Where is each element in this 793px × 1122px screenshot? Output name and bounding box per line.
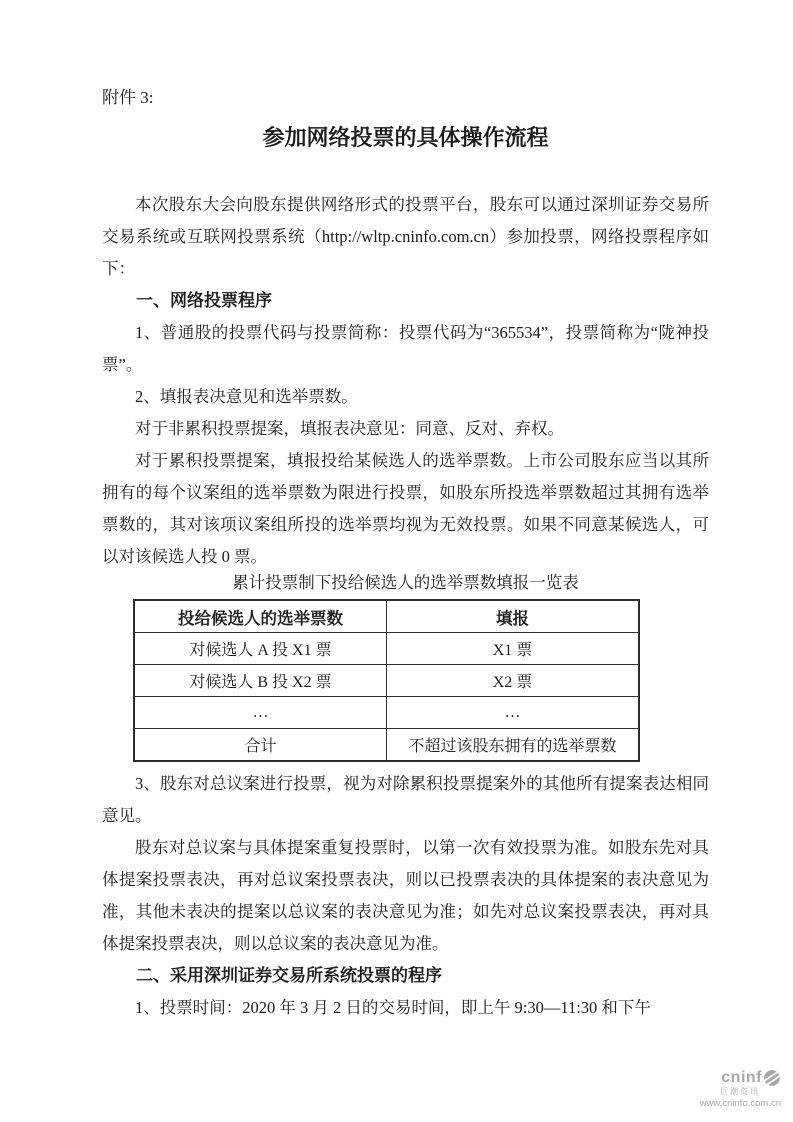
- table-header-cell-fill: 填报: [387, 600, 640, 633]
- attachment-label: 附件 3:: [102, 88, 154, 107]
- table-cell: X2 票: [387, 665, 640, 697]
- cninfo-wordmark: cninf: [721, 1069, 762, 1086]
- section-heading-1: 一、网络投票程序: [136, 291, 272, 310]
- paragraph-fill-opinion: 2、填报表决意见和选举票数。: [135, 387, 358, 406]
- table-row: [134, 697, 639, 729]
- page-title: 参加网络投票的具体操作流程: [262, 125, 549, 150]
- ballot-table: [133, 599, 640, 762]
- table-row: [134, 665, 639, 697]
- table-header-cell-votes: 投给候选人的选举票数: [134, 600, 387, 633]
- paragraph-vote-time: 1、投票时间：2020 年 3 月 2 日的交易时间，即上午 9:30—11:30 和下午: [135, 998, 651, 1017]
- paragraph-general-proposal: 3、股东对总议案进行投票，视为对除累积投票提案外的其他所有提案表达相同意见。: [102, 774, 709, 825]
- paragraph-intro: 本次股东大会向股东提供网络形式的投票平台，股东可以通过深圳证券交易所交易系统或互联网投票系统（http://wltp.cninfo.com.cn）参加投票，网络投票程序如下：: [102, 195, 709, 278]
- table-cell: …: [134, 697, 387, 729]
- table-cell: 对候选人 A 投 X1 票: [134, 633, 387, 665]
- cninfo-logo: [700, 1069, 781, 1110]
- section-heading-2: 二、采用深圳证券交易所系统投票的程序: [136, 966, 442, 985]
- cninfo-url: www.cninfo.com.cn: [699, 1098, 781, 1109]
- cninfo-cn-label: 巨潮资讯: [720, 1087, 760, 1096]
- table-caption: 累计投票制下投给候选人的选举票数填报一览表: [232, 573, 579, 592]
- paragraph-vote-code: 1、普通股的投票代码与投票简称：投票代码为“365534”，投票简称为“陇神投票”。: [102, 323, 709, 374]
- paragraph-repeat-vote: 股东对总议案与具体提案重复投票时，以第一次有效投票为准。如股东先对具体提案投票表决，再对总议案投票表决，则以已投票表决的具体提案的表决意见为准，其他未表决的提案以总议案的表决意见为准；如先对总议案投票表决，再对具体提案投票表决，则以总议案的表决意见为准。: [102, 838, 709, 953]
- table-cell: 不超过该股东拥有的选举票数: [387, 729, 640, 762]
- table-cell: …: [387, 697, 640, 729]
- table-cell: X1 票: [387, 633, 640, 665]
- paragraph-cumulative: 对于累积投票提案，填报投给某候选人的选举票数。上市公司股东应当以其所拥有的每个议案组的选举票数为限进行投票，如股东所投选举票数超过其拥有选举票数的，其对该项议案组所投的选举票均视为无效投票。如果不同意某候选人，可以对该候选人投 0 票。: [102, 451, 709, 566]
- swirl-icon: [763, 1069, 781, 1087]
- table-header-row: [134, 600, 639, 633]
- table-row: [134, 729, 639, 762]
- document-content: [102, 86, 709, 1024]
- table-cell: 对候选人 B 投 X2 票: [134, 665, 387, 697]
- table-row: [134, 633, 639, 665]
- cninfo-logo-row: [700, 1069, 781, 1087]
- table-cell: 合计: [134, 729, 387, 762]
- paragraph-non-cumulative: 对于非累积投票提案，填报表决意见：同意、反对、弃权。: [135, 419, 564, 438]
